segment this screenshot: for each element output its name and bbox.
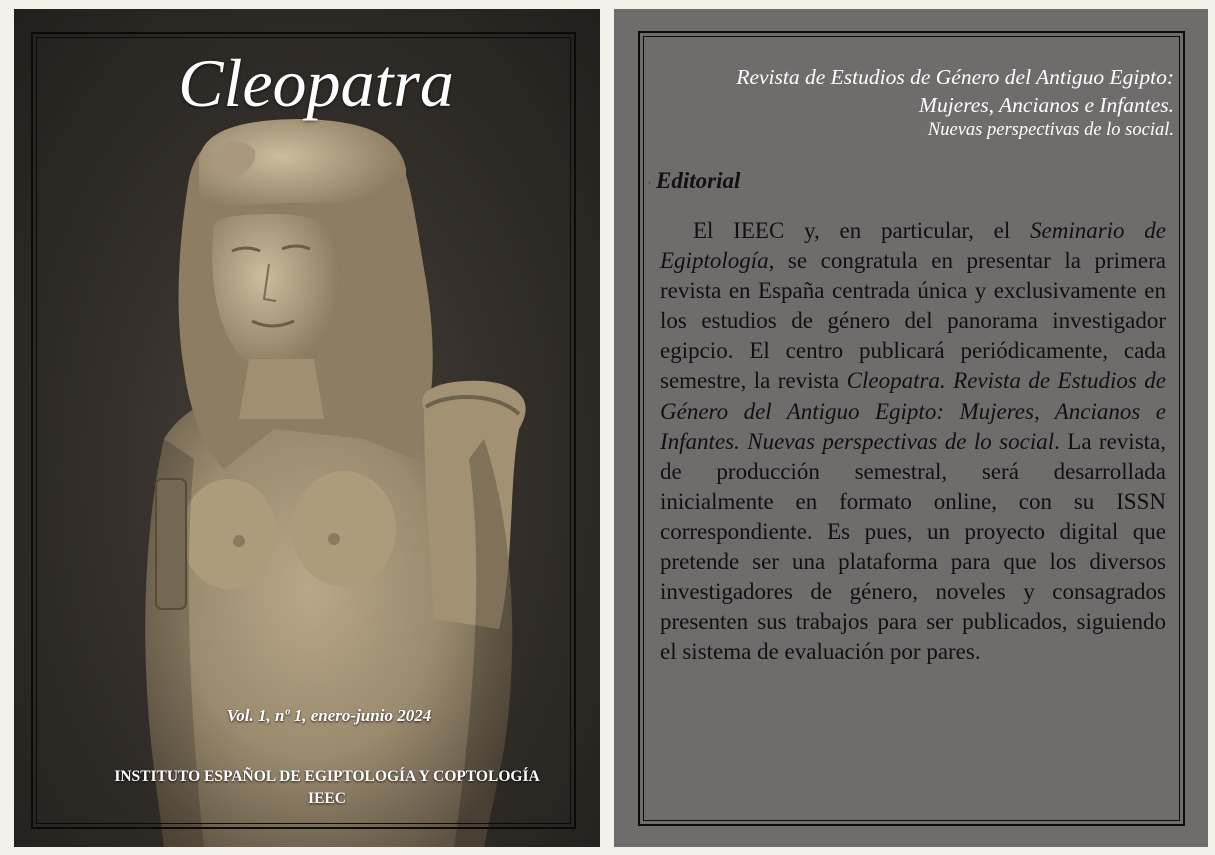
journal-header <box>644 63 1174 141</box>
body-italic-1: Seminario de Egiptología <box>660 218 1166 274</box>
section-title: Editorial <box>656 168 741 193</box>
cover-volume: Vol. 1, nº 1, enero-junio 2024 <box>226 706 432 725</box>
body-italic-2: Cleopatra. Revista de Estudios de Género del Antiguo Egipto: Mujeres, Ancianos e Infantes. Nuevas perspectivas de lo social <box>660 368 1166 454</box>
journal-subtitle-line2: Mujeres, Ancianos e Infantes. <box>919 93 1174 117</box>
body-text-2: , se congratula en presentar la primera revista en España centrada única y exclusivamente en los estudios de género del panorama investigador egipcio. El centro publicará periódicamente, cada semestre, la revista <box>660 248 1166 394</box>
bullet-icon: · <box>648 177 651 188</box>
body-text-3: . La revista, de producción semestral, será desarrollada inicialmente en formato online, con su ISSN correspondiente. Es pues, un proyecto digital que pretende ser una plataforma para que los diversos investigadores de género, noveles y consagrados presenten sus trabajos para ser publicados, siguiendo el sistema de evaluación por pares. <box>660 428 1166 665</box>
cover-page <box>14 9 600 847</box>
section-heading <box>648 168 740 194</box>
cover-institute <box>14 766 600 810</box>
editorial-body <box>660 216 1166 667</box>
institute-abbr: IEEC <box>308 790 346 807</box>
editorial-page <box>614 9 1208 847</box>
institute-name: INSTITUTO ESPAÑOL DE EGIPTOLOGÍA Y COPTOLOGÍA <box>114 768 540 785</box>
body-text-1: El IEEC y, en particular, el <box>693 218 1030 243</box>
journal-subtitle-line1: Revista de Estudios de Género del Antiguo Egipto: <box>736 65 1174 89</box>
journal-subtitle-line3: Nuevas perspectivas de lo social. <box>927 120 1174 140</box>
cover-title: Cleopatra <box>178 45 454 121</box>
